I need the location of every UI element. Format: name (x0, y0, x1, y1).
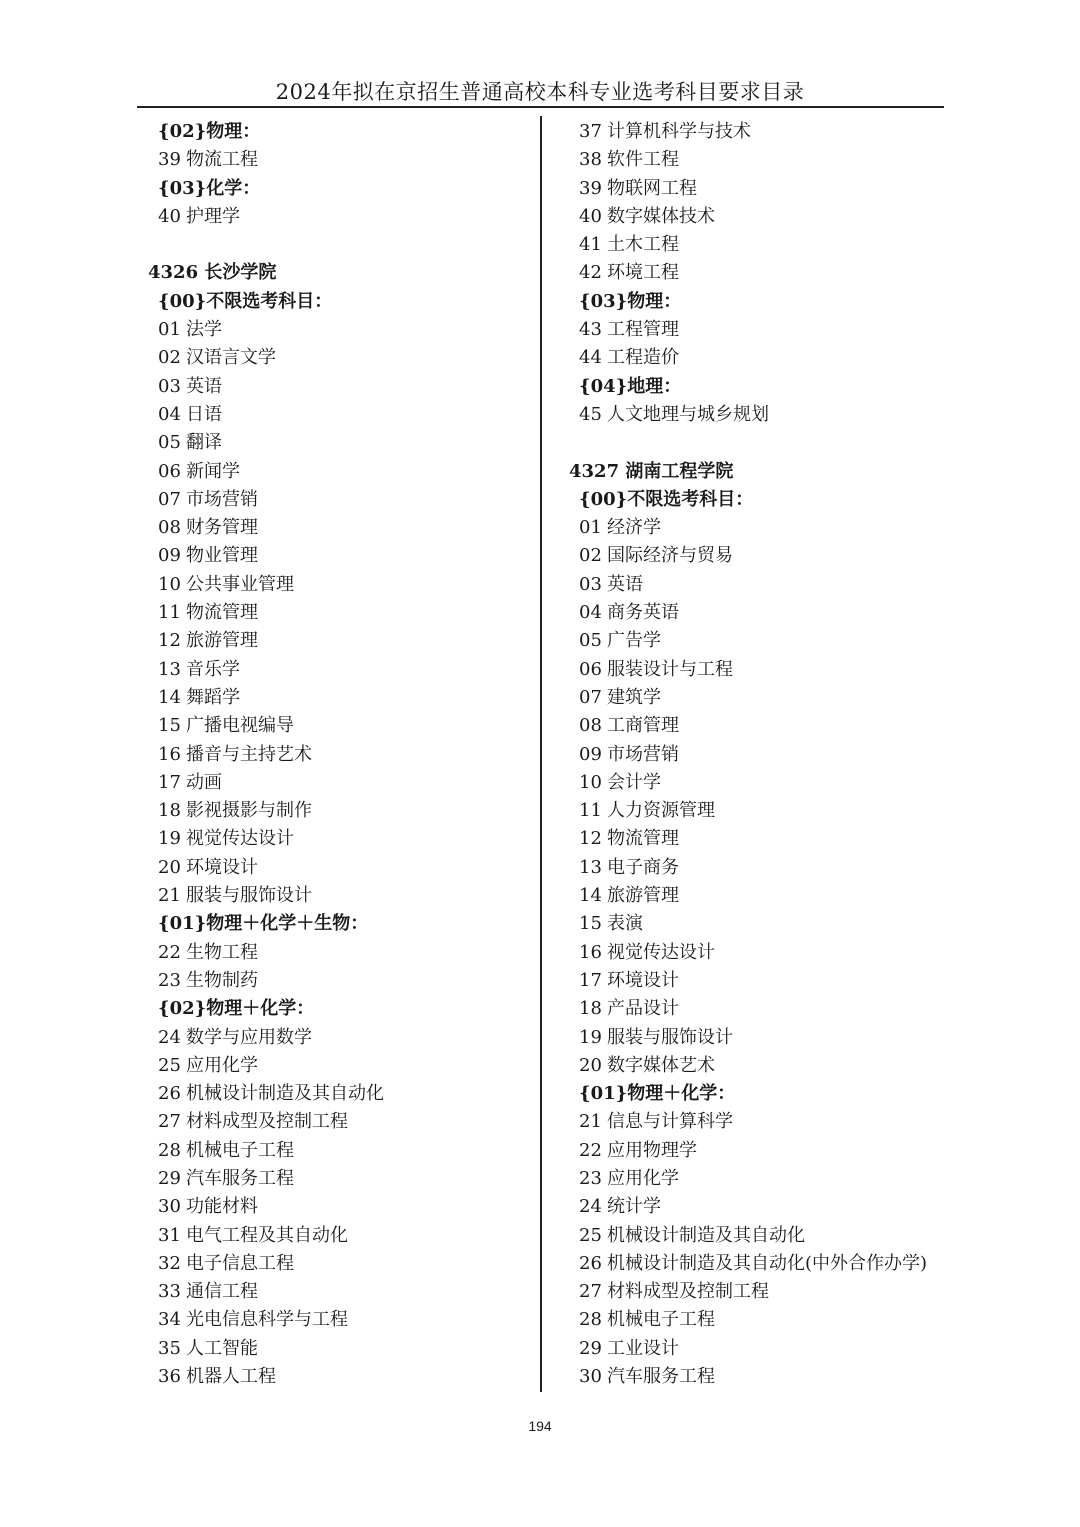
major-code: 39 (158, 149, 181, 171)
major-name: 工程管理 (607, 319, 679, 341)
major-name: 影视摄影与制作 (186, 800, 312, 822)
major-code: 20 (158, 856, 181, 878)
major-item (148, 1306, 384, 1334)
major-name: 物联网工程 (607, 177, 697, 199)
major-item (148, 1052, 384, 1080)
major-name: 电气工程及其自动化 (186, 1224, 348, 1246)
major-name: 信息与计算科学 (607, 1111, 733, 1133)
major-item (569, 1222, 927, 1250)
major-code: 02 (158, 347, 181, 369)
major-code: 21 (579, 1111, 602, 1133)
major-item (148, 825, 384, 853)
major-code: 08 (158, 517, 181, 539)
major-code: 09 (158, 545, 181, 567)
major-item (569, 175, 927, 203)
major-code: 43 (579, 319, 602, 341)
major-name: 材料成型及控制工程 (607, 1281, 769, 1303)
major-code: 40 (158, 205, 181, 227)
subject-requirement-heading: {01}物理＋化学： (579, 1083, 736, 1105)
major-item (148, 486, 384, 514)
major-name: 翻译 (186, 432, 222, 454)
major-item (569, 797, 927, 825)
major-code: 05 (158, 432, 181, 454)
major-item (148, 1165, 384, 1193)
major-name: 人工智能 (186, 1337, 258, 1359)
major-item (569, 684, 927, 712)
major-name: 环境工程 (607, 262, 679, 284)
major-code: 10 (158, 573, 181, 595)
major-item (569, 1052, 927, 1080)
major-name: 视觉传达设计 (607, 941, 715, 963)
major-item (569, 231, 927, 259)
major-name: 商务英语 (607, 602, 679, 624)
major-name: 新闻学 (186, 460, 240, 482)
major-code: 16 (158, 743, 181, 765)
major-item (148, 656, 384, 684)
major-item (148, 542, 384, 570)
right-column (569, 118, 927, 1391)
major-item (569, 741, 927, 769)
spacer (569, 429, 927, 457)
major-code: 23 (579, 1167, 602, 1189)
major-code: 29 (158, 1167, 181, 1189)
major-item (569, 118, 927, 146)
major-name: 电子商务 (607, 856, 679, 878)
major-name: 机械电子工程 (186, 1139, 294, 1161)
major-code: 16 (579, 941, 602, 963)
major-item (569, 1165, 927, 1193)
major-code: 03 (579, 573, 602, 595)
major-name: 播音与主持艺术 (186, 743, 312, 765)
major-code: 18 (158, 800, 181, 822)
major-name: 法学 (186, 319, 222, 341)
major-name: 英语 (186, 375, 222, 397)
major-name: 物流工程 (186, 149, 258, 171)
major-item (148, 1278, 384, 1306)
major-name: 人文地理与城乡规划 (607, 403, 769, 425)
major-name: 环境设计 (607, 969, 679, 991)
column-divider (540, 116, 542, 1392)
major-item (569, 1024, 927, 1052)
major-name: 工程造价 (607, 347, 679, 369)
major-item (148, 1335, 384, 1363)
major-name: 汉语言文学 (186, 347, 276, 369)
major-name: 应用物理学 (607, 1139, 697, 1161)
major-code: 08 (579, 715, 602, 737)
major-item (569, 939, 927, 967)
major-name: 音乐学 (186, 658, 240, 680)
major-item (569, 1137, 927, 1165)
major-code: 35 (158, 1337, 181, 1359)
major-code: 11 (579, 800, 602, 822)
major-code: 27 (158, 1111, 181, 1133)
major-item (569, 712, 927, 740)
major-item (569, 769, 927, 797)
major-item (148, 458, 384, 486)
major-item (148, 1222, 384, 1250)
major-name: 机械设计制造及其自动化(中外合作办学) (607, 1252, 928, 1274)
major-item (569, 514, 927, 542)
major-item (569, 599, 927, 627)
major-code: 18 (579, 998, 602, 1020)
major-code: 42 (579, 262, 602, 284)
major-item (148, 882, 384, 910)
major-code: 22 (579, 1139, 602, 1161)
major-code: 32 (158, 1252, 181, 1274)
major-item (148, 712, 384, 740)
major-item (569, 203, 927, 231)
major-code: 28 (579, 1309, 602, 1331)
major-name: 环境设计 (186, 856, 258, 878)
major-name: 数学与应用数学 (186, 1026, 312, 1048)
major-name: 功能材料 (186, 1196, 258, 1218)
major-item (569, 1250, 927, 1278)
major-item (569, 656, 927, 684)
major-code: 07 (158, 488, 181, 510)
major-name: 汽车服务工程 (186, 1167, 294, 1189)
major-item (569, 344, 927, 372)
major-code: 02 (579, 545, 602, 567)
major-code: 09 (579, 743, 602, 765)
major-code: 37 (579, 121, 602, 142)
major-item (148, 1108, 384, 1136)
spacer (148, 231, 384, 259)
major-name: 土木工程 (607, 234, 679, 256)
major-item (569, 1306, 927, 1334)
major-code: 23 (158, 969, 181, 991)
major-item (148, 967, 384, 995)
major-code: 11 (158, 602, 181, 624)
major-name: 服装与服饰设计 (186, 885, 312, 907)
major-item (569, 1335, 927, 1363)
major-code: 39 (579, 177, 602, 199)
major-item (569, 1193, 927, 1221)
major-code: 27 (579, 1281, 602, 1303)
major-item (569, 146, 927, 174)
major-name: 市场营销 (186, 488, 258, 510)
major-code: 04 (579, 602, 602, 624)
major-code: 14 (158, 686, 181, 708)
major-item (569, 1278, 927, 1306)
major-name: 机械电子工程 (607, 1309, 715, 1331)
major-name: 物流管理 (186, 602, 258, 624)
major-item (569, 627, 927, 655)
major-item (148, 203, 384, 231)
major-name: 日语 (186, 403, 222, 425)
subject-requirement-heading: {03}化学： (158, 177, 261, 199)
major-name: 表演 (607, 913, 643, 935)
major-code: 19 (579, 1026, 602, 1048)
major-code: 38 (579, 149, 602, 171)
major-item (148, 741, 384, 769)
major-code: 26 (158, 1083, 181, 1105)
major-code: 01 (158, 319, 181, 341)
major-code: 28 (158, 1139, 181, 1161)
major-code: 10 (579, 771, 602, 793)
major-item (148, 373, 384, 401)
major-item (148, 1080, 384, 1108)
major-code: 45 (579, 403, 602, 425)
major-code: 12 (579, 828, 602, 850)
major-item (569, 316, 927, 344)
major-code: 21 (158, 885, 181, 907)
major-name: 物流管理 (607, 828, 679, 850)
major-item (569, 882, 927, 910)
major-item (148, 316, 384, 344)
major-code: 29 (579, 1337, 602, 1359)
major-code: 24 (158, 1026, 181, 1048)
major-item (569, 542, 927, 570)
major-code: 13 (158, 658, 181, 680)
major-name: 服装设计与工程 (607, 658, 733, 680)
subject-requirement-heading: {02}物理＋化学： (158, 998, 315, 1020)
major-name: 材料成型及控制工程 (186, 1111, 348, 1133)
major-name: 物业管理 (186, 545, 258, 567)
major-code: 17 (158, 771, 181, 793)
major-item (148, 344, 384, 372)
major-item (569, 995, 927, 1023)
page-number: 194 (528, 1418, 552, 1434)
subject-requirement-heading: {00}不限选考科目： (579, 488, 754, 510)
major-code: 19 (158, 828, 181, 850)
major-code: 25 (158, 1054, 181, 1076)
major-name: 广播电视编导 (186, 715, 294, 737)
major-name: 光电信息科学与工程 (186, 1309, 348, 1331)
major-item (148, 146, 384, 174)
major-code: 30 (579, 1366, 602, 1388)
major-item (569, 1363, 927, 1391)
major-code: 24 (579, 1196, 602, 1218)
subject-requirement-heading: {02}物理： (158, 121, 261, 142)
major-item (569, 571, 927, 599)
major-item (148, 769, 384, 797)
major-code: 03 (158, 375, 181, 397)
major-code: 41 (579, 234, 602, 256)
major-name: 数字媒体技术 (607, 205, 715, 227)
major-name: 计算机科学与技术 (607, 121, 751, 142)
major-item (569, 259, 927, 287)
major-name: 机械设计制造及其自动化 (607, 1224, 805, 1246)
subject-requirement-heading: {04}地理： (579, 375, 682, 397)
major-item (148, 1363, 384, 1391)
major-item (569, 910, 927, 938)
major-name: 经济学 (607, 517, 661, 539)
major-code: 34 (158, 1309, 181, 1331)
major-name: 旅游管理 (186, 630, 258, 652)
major-name: 统计学 (607, 1196, 661, 1218)
left-column (148, 118, 384, 1391)
major-code: 25 (579, 1224, 602, 1246)
major-code: 04 (158, 403, 181, 425)
major-name: 公共事业管理 (186, 573, 294, 595)
major-item (148, 514, 384, 542)
major-item (148, 854, 384, 882)
major-name: 护理学 (186, 205, 240, 227)
major-item (148, 1137, 384, 1165)
major-code: 15 (158, 715, 181, 737)
major-item (148, 1193, 384, 1221)
major-item (148, 1250, 384, 1278)
major-name: 英语 (607, 573, 643, 595)
major-code: 15 (579, 913, 602, 935)
subject-requirement-heading: {00}不限选考科目： (158, 290, 333, 312)
major-code: 01 (579, 517, 602, 539)
major-item (569, 967, 927, 995)
major-name: 软件工程 (607, 149, 679, 171)
major-item (569, 1108, 927, 1136)
major-code: 30 (158, 1196, 181, 1218)
major-code: 06 (158, 460, 181, 482)
major-item (148, 1024, 384, 1052)
major-item (148, 401, 384, 429)
major-code: 26 (579, 1252, 602, 1274)
major-name: 旅游管理 (607, 885, 679, 907)
major-item (148, 599, 384, 627)
header-rule (137, 106, 944, 108)
major-code: 40 (579, 205, 602, 227)
major-name: 工商管理 (607, 715, 679, 737)
major-name: 应用化学 (186, 1054, 258, 1076)
subject-requirement-heading: {03}物理： (579, 290, 682, 312)
major-item (569, 401, 927, 429)
major-item (148, 797, 384, 825)
major-name: 会计学 (607, 771, 661, 793)
major-name: 电子信息工程 (186, 1252, 294, 1274)
major-code: 44 (579, 347, 602, 369)
major-name: 财务管理 (186, 517, 258, 539)
school-heading: 4326 长沙学院 (148, 262, 277, 284)
major-code: 22 (158, 941, 181, 963)
major-code: 14 (579, 885, 602, 907)
major-name: 动画 (186, 771, 222, 793)
major-code: 05 (579, 630, 602, 652)
page-title: 2024年拟在京招生普通高校本科专业选考科目要求目录 (275, 80, 805, 104)
major-code: 07 (579, 686, 602, 708)
major-code: 13 (579, 856, 602, 878)
major-code: 33 (158, 1281, 181, 1303)
major-name: 舞蹈学 (186, 686, 240, 708)
major-name: 机器人工程 (186, 1366, 276, 1388)
major-code: 20 (579, 1054, 602, 1076)
major-name: 人力资源管理 (607, 800, 715, 822)
major-name: 广告学 (607, 630, 661, 652)
major-name: 通信工程 (186, 1281, 258, 1303)
major-name: 生物工程 (186, 941, 258, 963)
major-name: 应用化学 (607, 1167, 679, 1189)
major-name: 工业设计 (607, 1337, 679, 1359)
major-name: 建筑学 (607, 686, 661, 708)
major-code: 31 (158, 1224, 181, 1246)
major-name: 汽车服务工程 (607, 1366, 715, 1388)
major-name: 机械设计制造及其自动化 (186, 1083, 384, 1105)
major-item (569, 854, 927, 882)
major-item (148, 939, 384, 967)
subject-requirement-heading: {01}物理＋化学＋生物： (158, 913, 369, 935)
major-name: 生物制药 (186, 969, 258, 991)
major-name: 视觉传达设计 (186, 828, 294, 850)
major-name: 服装与服饰设计 (607, 1026, 733, 1048)
major-item (148, 684, 384, 712)
major-item (569, 825, 927, 853)
major-code: 17 (579, 969, 602, 991)
major-item (148, 429, 384, 457)
major-code: 12 (158, 630, 181, 652)
major-name: 数字媒体艺术 (607, 1054, 715, 1076)
major-name: 市场营销 (607, 743, 679, 765)
major-code: 36 (158, 1366, 181, 1388)
major-name: 产品设计 (607, 998, 679, 1020)
major-code: 06 (579, 658, 602, 680)
major-name: 国际经济与贸易 (607, 545, 733, 567)
major-item (148, 571, 384, 599)
major-item (148, 627, 384, 655)
school-heading: 4327 湖南工程学院 (569, 460, 734, 482)
